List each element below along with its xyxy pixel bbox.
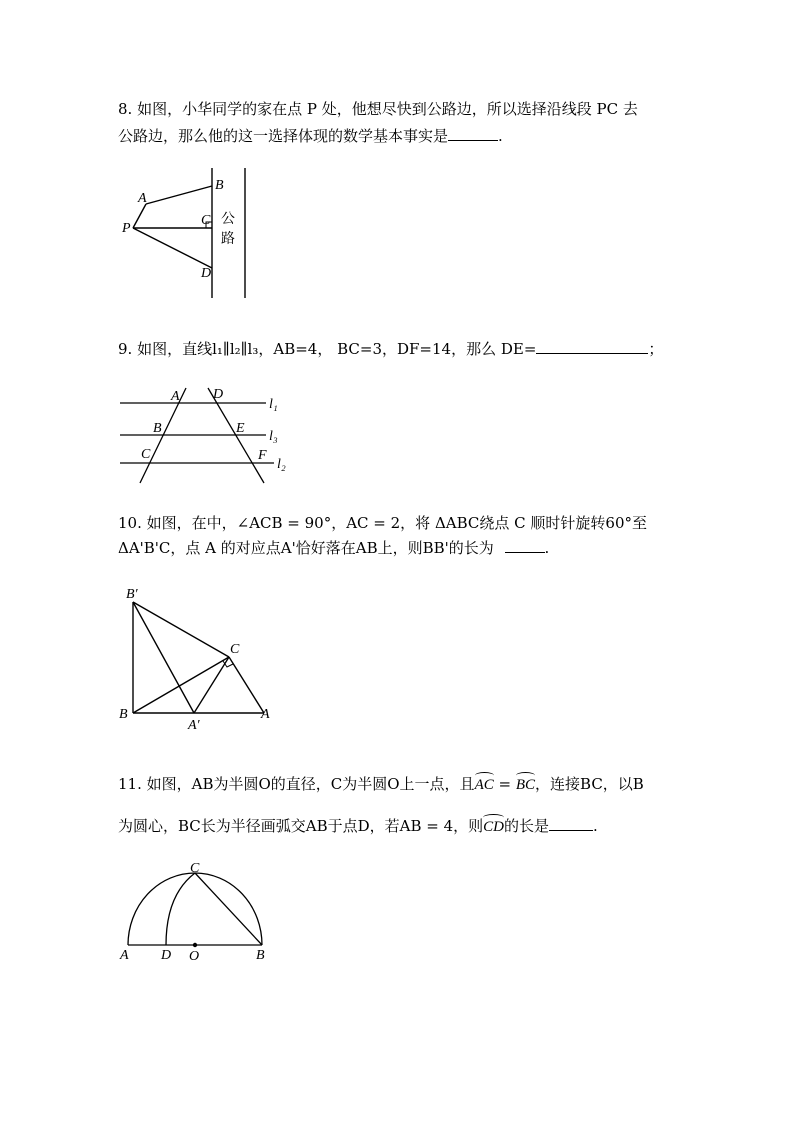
q11-line2 — [118, 816, 598, 837]
q11-line2-text-a: 为圆心，BC长为半径画弧交AB于点D，若AB = 4，则 — [118, 817, 484, 835]
q8-label-C: C — [201, 213, 211, 228]
q10-line1: 10. 如图，在中，∠ACB = 90°，AC = 2，将 ΔABC绕点 C 顺时针旋转60°至 — [118, 514, 647, 532]
q11-end: . — [593, 817, 598, 835]
q9-text: 9. 如图，直线l₁∥l₂∥l₃，AB=4， BC=3，DF=14，那么 DE= — [118, 340, 537, 358]
q10-segment-AprimeC — [194, 657, 229, 713]
q9-end: ； — [648, 340, 664, 358]
q8-label-P: P — [122, 221, 131, 236]
q9-answer-blank — [536, 339, 648, 354]
q11-arc-CD-label: CD — [483, 819, 505, 835]
q8-label-B: B — [215, 178, 224, 193]
q11-answer-blank — [549, 816, 593, 831]
q11-label-D: D — [161, 948, 172, 963]
q8-line2-end: . — [498, 127, 503, 145]
q11-label-C: C — [190, 861, 200, 876]
q10-label-C: C — [230, 642, 240, 657]
q8-road-char2: 路 — [221, 231, 235, 247]
q11-label-A: A — [120, 948, 129, 963]
q10-segment-CA — [229, 657, 264, 713]
q11-arc-BC: BC — [515, 777, 536, 793]
q11-arc-CD — [166, 873, 195, 945]
q11-line1 — [118, 774, 644, 795]
q11-figure — [128, 873, 262, 945]
q11-line1-text-a: 11. 如图，AB为半圆O的直径，C为半圆O上一点，且 — [118, 775, 475, 793]
q10-label-Bprime: B′ — [126, 587, 138, 602]
q10-segment-BC — [133, 657, 229, 713]
q10-label-Aprime: A′ — [188, 718, 200, 733]
q11-segment-CB — [195, 873, 262, 945]
q9-label-D: D — [213, 387, 224, 402]
q11-label-B: B — [256, 948, 265, 963]
q9-label-B: B — [153, 421, 162, 436]
q8-segment-PA — [133, 204, 146, 228]
q11-arc-AC: AC — [474, 777, 494, 793]
q10-figure — [133, 602, 264, 713]
q9-line — [118, 339, 663, 359]
q8-segment-PD — [133, 228, 212, 268]
q10-label-A: A — [261, 707, 270, 722]
q11-center-point — [193, 943, 197, 947]
q9-label-A: A — [171, 389, 180, 404]
q10-end: . — [544, 539, 550, 557]
q10-answer-blank — [505, 538, 545, 553]
q9-label-F: F — [258, 448, 267, 463]
q9-label-l3: l₃ — [269, 429, 278, 444]
q11-label-O: O — [189, 949, 200, 964]
q8-segment-AB — [146, 186, 212, 204]
q9-label-l1: l₁ — [269, 397, 278, 412]
q8-road-char1: 公 — [221, 211, 235, 227]
q9-label-l2: l₂ — [277, 457, 286, 472]
q8-line1: 8. 如图，小华同学的家在点 P 处，他想尽快到公路边，所以选择沿线段 PC 去 — [118, 100, 638, 118]
q11-line1-text-b: ，连接BC，以B — [535, 775, 644, 793]
q8-label-A: A — [138, 191, 147, 206]
q11-eq: = — [493, 775, 516, 793]
q10-segment-BprimeAprime — [133, 602, 194, 713]
q8-line2-text: 公路边，那么他的这一选择体现的数学基本事实是 — [118, 127, 449, 145]
q9-figure — [120, 388, 274, 483]
q11-line2-text-b: 的长是 — [504, 817, 550, 835]
q8-label-D: D — [201, 266, 212, 281]
q9-label-E: E — [236, 421, 245, 436]
q9-label-C: C — [141, 447, 151, 462]
q11-semicircle — [128, 873, 262, 945]
q10-line2-text: ΔA'B'C，点 A 的对应点A'恰好落在AB上，则BB'的长为 — [118, 539, 494, 557]
q10-line2 — [118, 538, 549, 558]
q10-label-B: B — [119, 707, 128, 722]
